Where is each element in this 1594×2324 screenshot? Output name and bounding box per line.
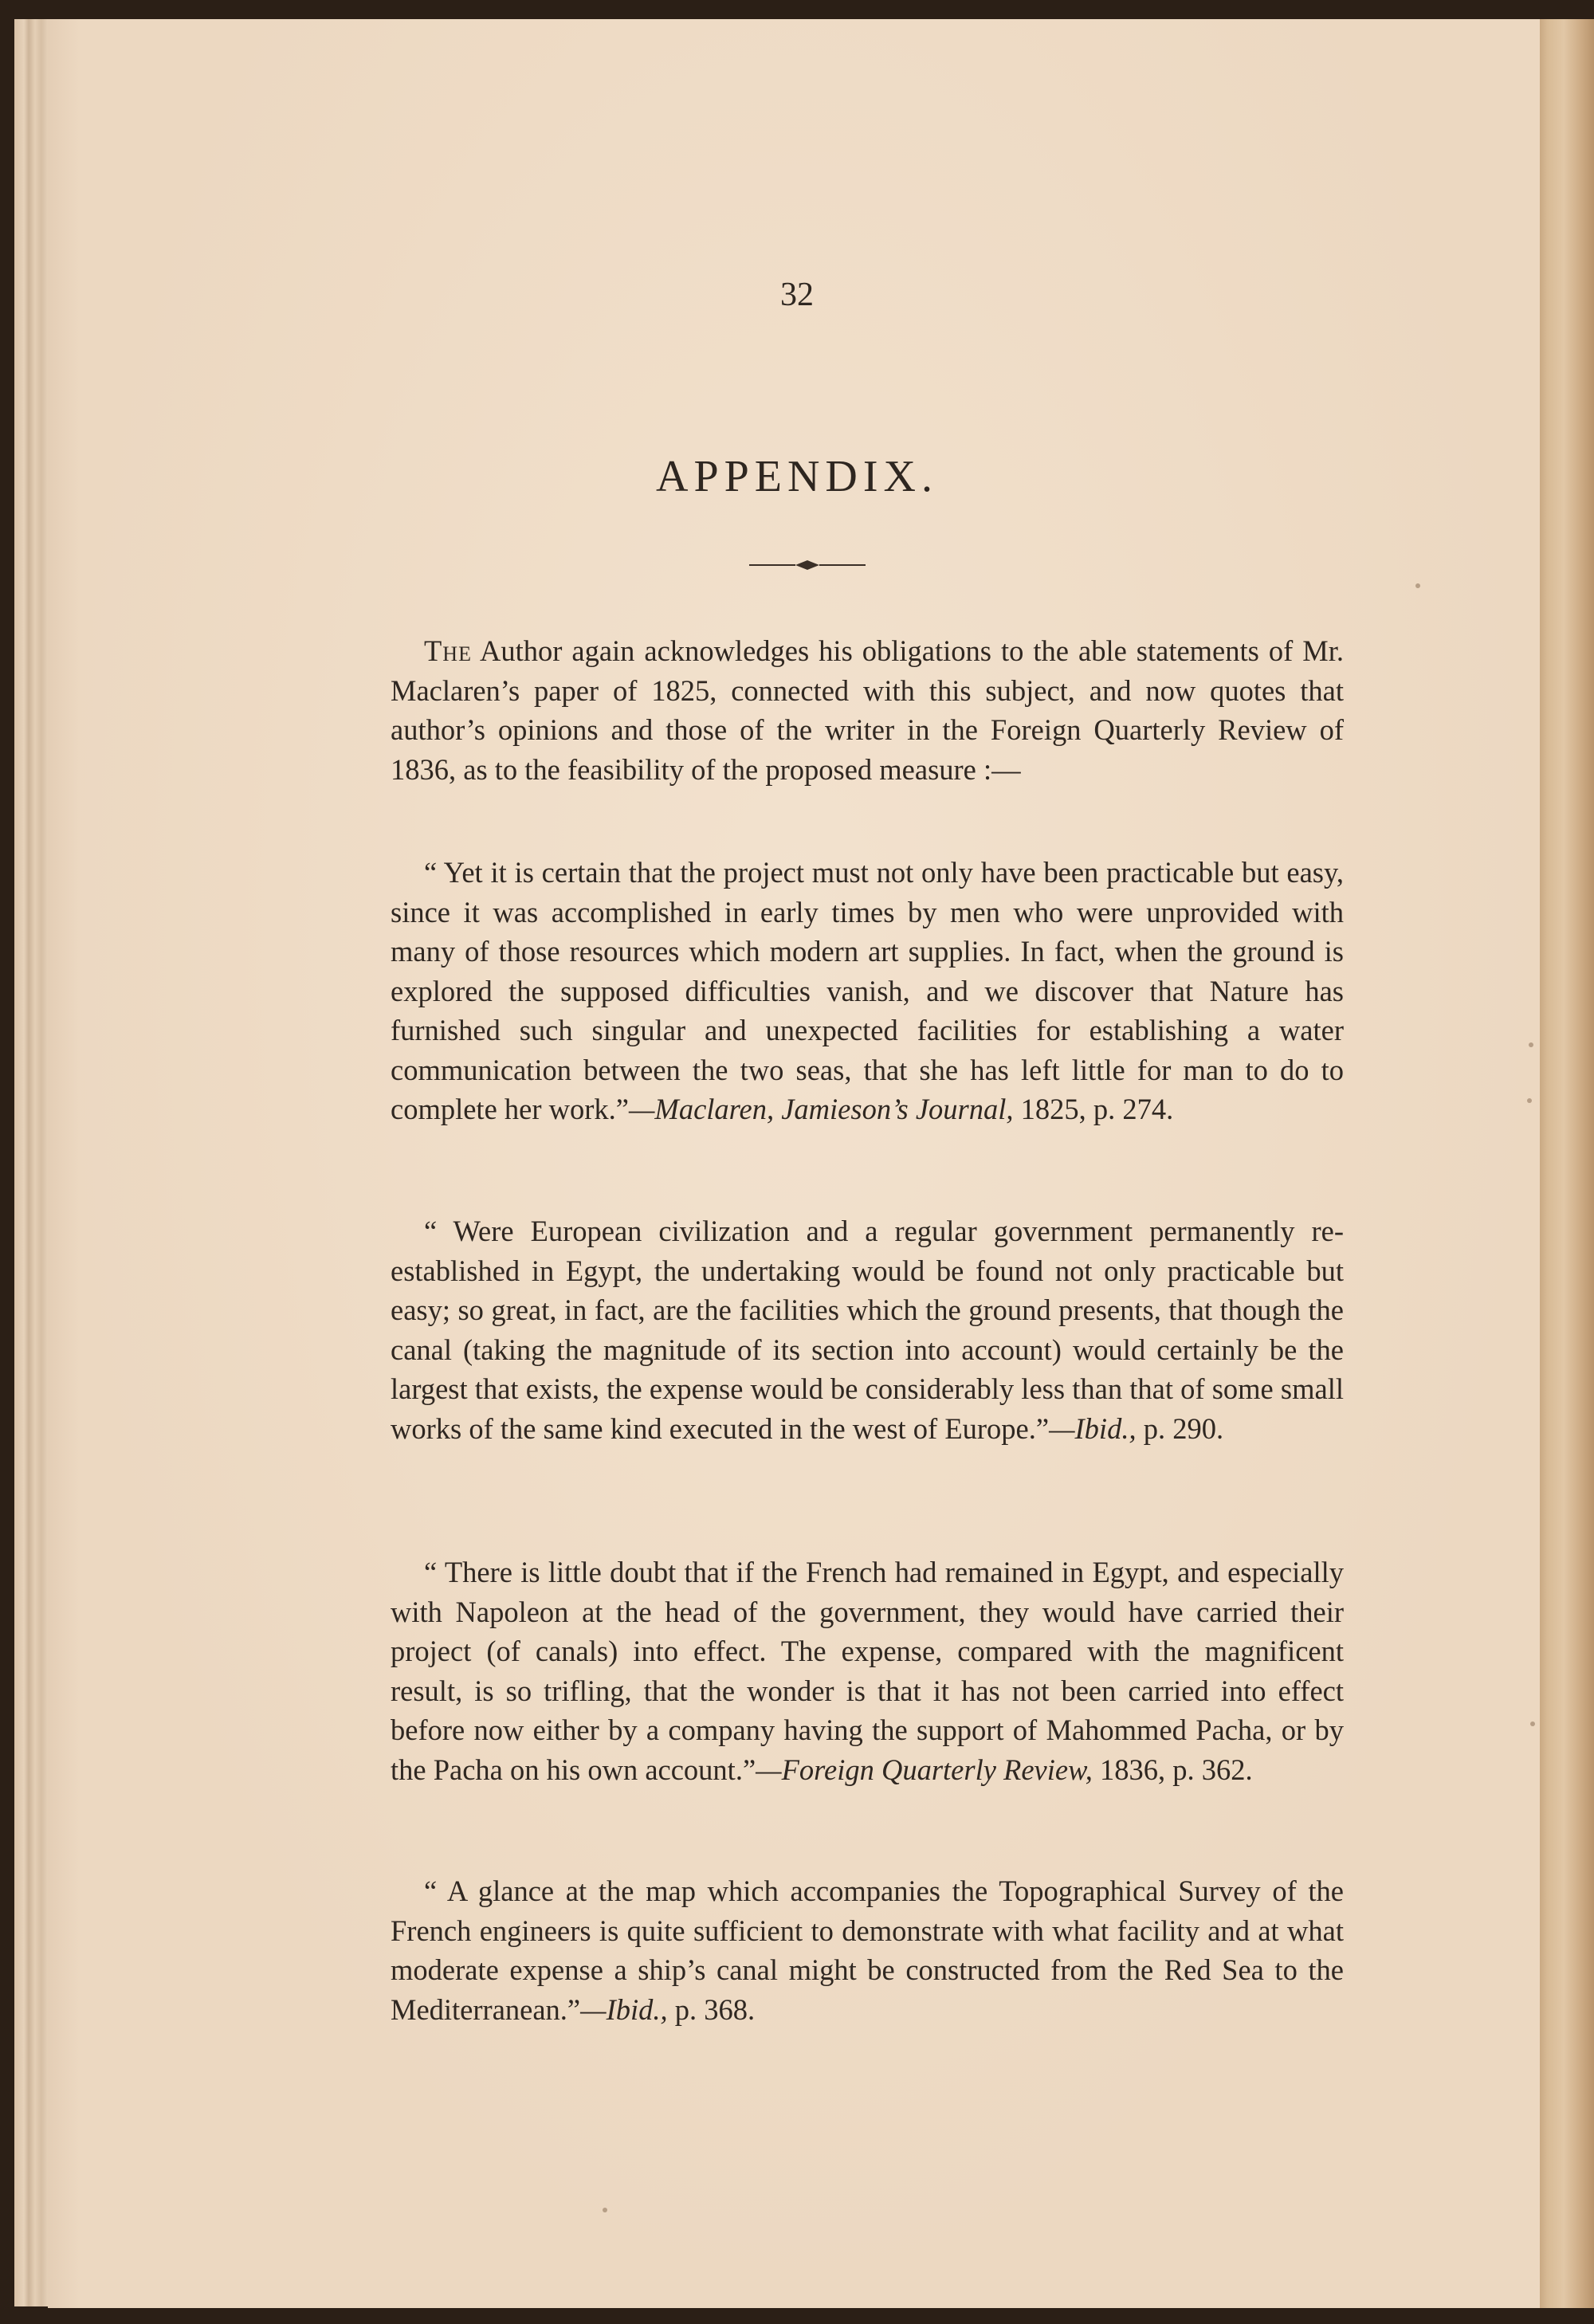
quote-citation: —Ibid.,: [1049, 1411, 1137, 1445]
quote-reference: 1825, p. 274.: [1013, 1093, 1174, 1125]
quote-ibid-368: [391, 1871, 1344, 2029]
paragraph-text: Author again acknowledges his obligations to the able statements of Mr. Maclaren’s paper of 1825, connected with this subject, and now quotes that author’s opinions and those of the writer in the Foreign Quarterly Review of 1836, as to the feasibility of the proposed measure :—: [391, 634, 1344, 786]
page-number: 32: [780, 277, 814, 313]
paper-speck: [1529, 1042, 1533, 1047]
paper-speck: [1527, 1098, 1532, 1103]
quote-reference: p. 368.: [667, 1992, 756, 2026]
quote-citation: —Maclaren, Jamieson’s Journal,: [628, 1093, 1014, 1125]
quote-reference: 1836, p. 362.: [1092, 1753, 1253, 1786]
lead-word: The: [424, 634, 472, 667]
quote-text: “ Yet it is certain that the project must not only have been practicable but easy, since it was accomplished in early times by men who were unprovided with many of those resources which modern art supplies. In fact, when the ground is explored the supposed difficulties vanish, and we discover that Nature has furnished such singular and unexpected facilities for establishing a water communication between the two seas, that she has left little for man to do to complete her work.”: [391, 856, 1344, 1125]
quote-text: “ Were European civilization and a regular government permanently re-established in Egypt, the undertaking would be found not only practicable but easy; so great, in fact, are the facilities which the ground presents, that though the canal (taking the magnitude of its section into account) would certainly be the largest that exists, the expense would be considerably less than that of some small works of the same kind executed in the west of Europe.”: [391, 1215, 1344, 1445]
paper-speck: [1530, 1721, 1535, 1726]
quote-ibid-290: [391, 1211, 1344, 1448]
quote-text: “ There is little doubt that if the French had remained in Egypt, and especially with Napoleon at the head of the government, they would have carried their project (of canals) into effect. The expense, compared with the magnificent result, is so trifling, that the wonder is that it has not been carried into effect before now either by a company having the support of Mahommed Pacha, or by the Pacha on his own account.”: [391, 1556, 1344, 1786]
ornament-divider-icon: [748, 553, 867, 577]
quote-citation: —Foreign Quarterly Review,: [756, 1753, 1093, 1786]
paper-speck: [1415, 583, 1420, 588]
quote-text: “ A glance at the map which accompanies the Topographical Survey of the French engineers is quite sufficient to demonstrate with what facility and at what moderate expense a ship’s canal might be constructed from the Red Sea to the Mediterranean.”: [391, 1875, 1344, 2026]
quote-citation: —Ibid.,: [580, 1992, 668, 2026]
quote-reference: p. 290.: [1136, 1411, 1224, 1445]
paper-speck: [603, 2208, 607, 2212]
quote-maclaren: [391, 853, 1344, 1129]
page-title: APPENDIX.: [656, 452, 938, 501]
quote-foreign-quarterly: [391, 1553, 1344, 1789]
binding-edge: [1540, 19, 1594, 2308]
paragraph-intro: [391, 631, 1344, 789]
